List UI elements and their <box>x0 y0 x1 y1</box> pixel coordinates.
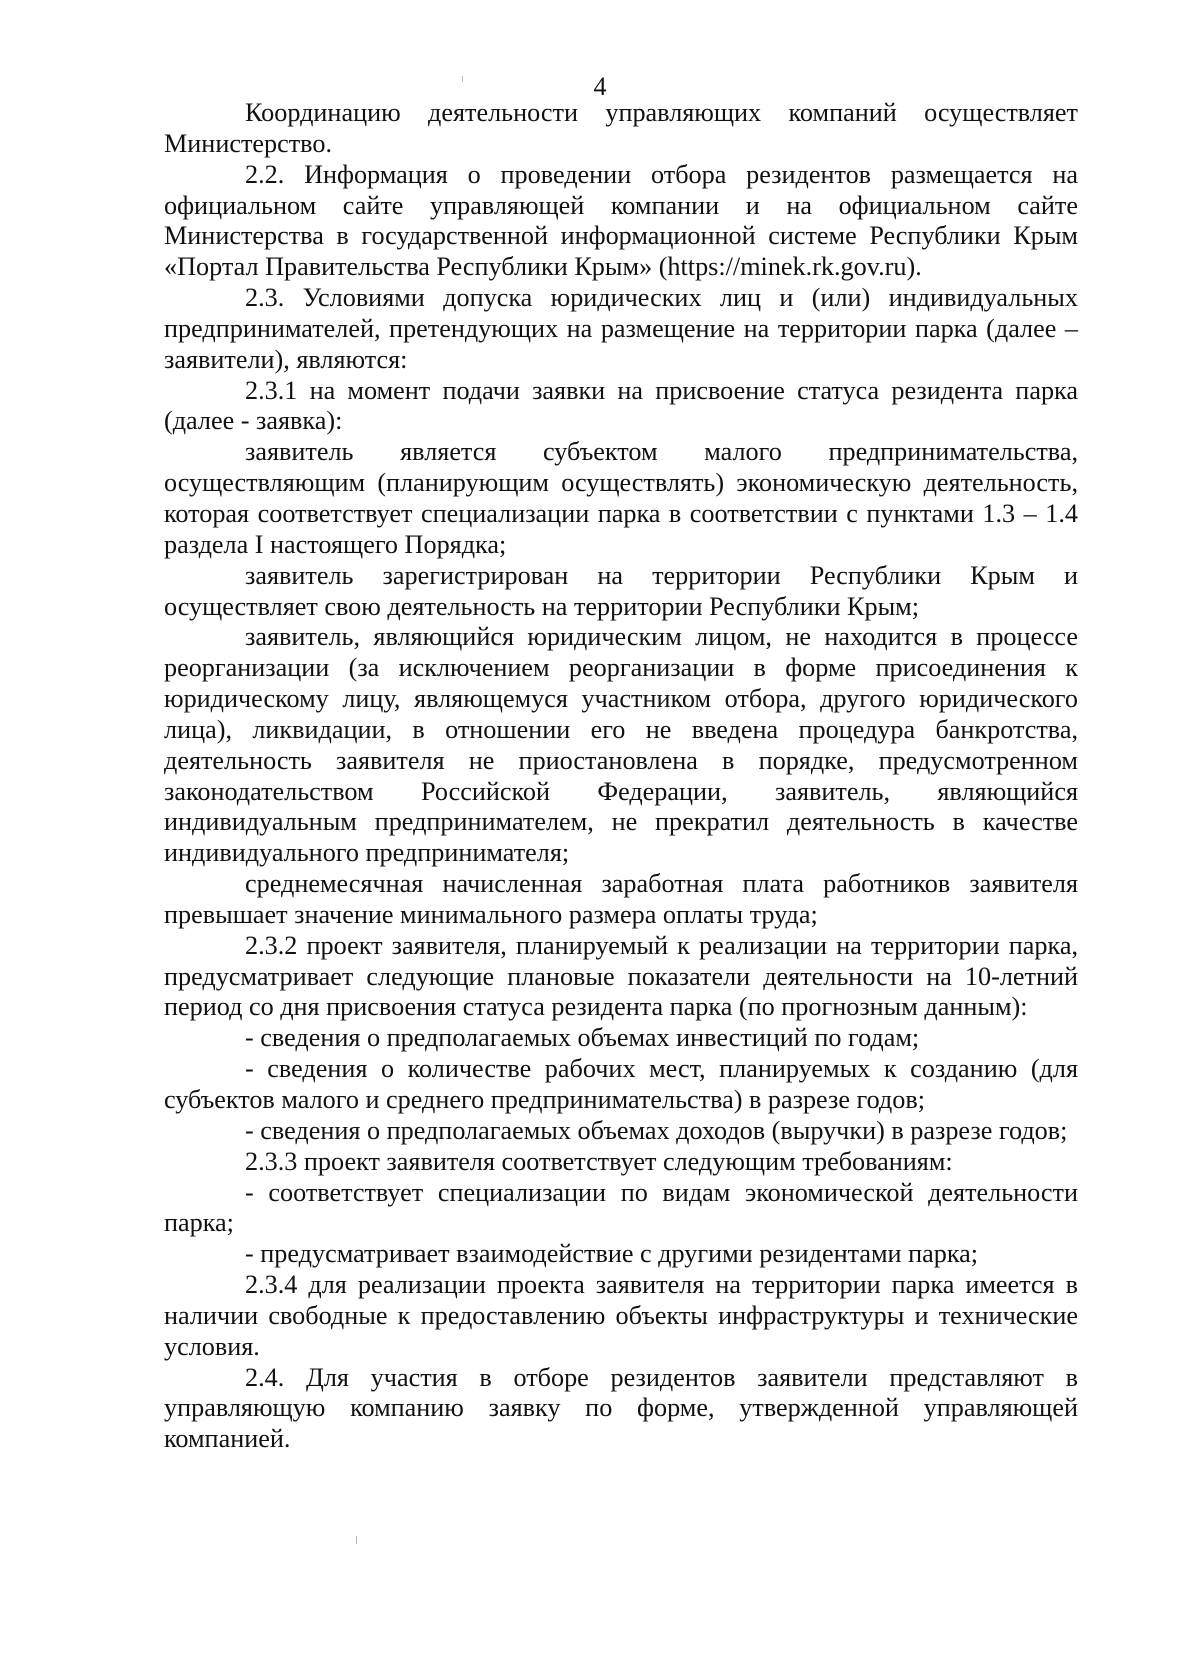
paragraph-2-3-1: 2.3.1 на момент подачи заявки на присвоение статуса резидента парка (далее - заявка): <box>164 375 1078 436</box>
paragraph-2-3: 2.3. Условиями допуска юридических лиц и (или) индивидуальных предпринимателей, претендующих на размещение на территории парка (далее – заявители), являются: <box>164 283 1078 374</box>
paragraph-2-2: 2.2. Информация о проведении отбора резидентов размещается на официальном сайте управляющей компании и на официальном сайте Министерства в государственной информационной системе Республики Крым «Портал Правительства Республики Крым» (https://minek.rk.gov.ru). <box>164 159 1078 282</box>
scan-speck <box>356 1536 357 1544</box>
paragraph-salary: среднемесячная начисленная заработная плата работников заявителя превышает значение минимального размера оплаты труда; <box>164 869 1078 929</box>
paragraph-small-business: заявитель является субъектом малого предпринимательства, осуществляющим (планирующим осуществлять) экономическую деятельность, которая соответствует специализации парка в соответствии с пунктами 1.3 – 1.4 раздела I настоящего Порядка; <box>164 437 1078 559</box>
paragraph-2-3-4: 2.3.4 для реализации проекта заявителя на территории парка имеется в наличии свободные к предоставлению объекты инфраструктуры и технические условия. <box>164 1270 1078 1361</box>
scan-speck <box>462 76 463 82</box>
document-body <box>164 98 1078 1455</box>
list-item-specialization: - соответствует специализации по видам экономической деятельности парка; <box>164 1177 1078 1238</box>
paragraph-2-4: 2.4. Для участия в отборе резидентов заявители представляют в управляющую компанию заявку по форме, утвержденной управляющей компанией. <box>164 1362 1078 1454</box>
list-item-jobs: - сведения о количестве рабочих мест, планируемых к созданию (для субъектов малого и среднего предпринимательства) в разрезе годов; <box>164 1054 1078 1114</box>
list-item-revenue: - сведения о предполагаемых объемах доходов (выручки) в разрезе годов; <box>245 1115 1068 1145</box>
paragraph-2-3-3: 2.3.3 проект заявителя соответствует следующим требованиям: <box>245 1146 953 1176</box>
list-item-interaction: - предусматривает взаимодействие с другими резидентами парка; <box>245 1239 979 1269</box>
paragraph-registered: заявитель зарегистрирован на территории Республики Крым и осуществляет свою деятельность на территории Республики Крым; <box>164 560 1078 621</box>
paragraph-2-3-2: 2.3.2 проект заявителя, планируемый к реализации на территории парка, предусматривает следующие плановые показатели деятельности на 10-летний период со дня присвоения статуса резидента парка (по прогнозным данным): <box>164 930 1078 1022</box>
page-number: 4 <box>593 72 607 101</box>
paragraph-coordination: Координацию деятельности управляющих компаний осуществляет Министерство. <box>164 98 1078 158</box>
list-item-investments: - сведения о предполагаемых объемах инвестиций по годам; <box>245 1023 920 1053</box>
paragraph-legal-entity: заявитель, являющийся юридическим лицом, не находится в процессе реорганизации (за исключением реорганизации в форме присоединения к юридическому лицу, являющемуся участником отбора, другого юридического лица), ликвидации, в отношении его не введена процедура банкротства, деятельность заявителя не приостановлена в порядке, предусмотренном законодательством Российской Федерации, заявитель, являющийся индивидуальным предпринимателем, не прекратил деятельность в качестве индивидуального предпринимателя; <box>164 622 1078 868</box>
